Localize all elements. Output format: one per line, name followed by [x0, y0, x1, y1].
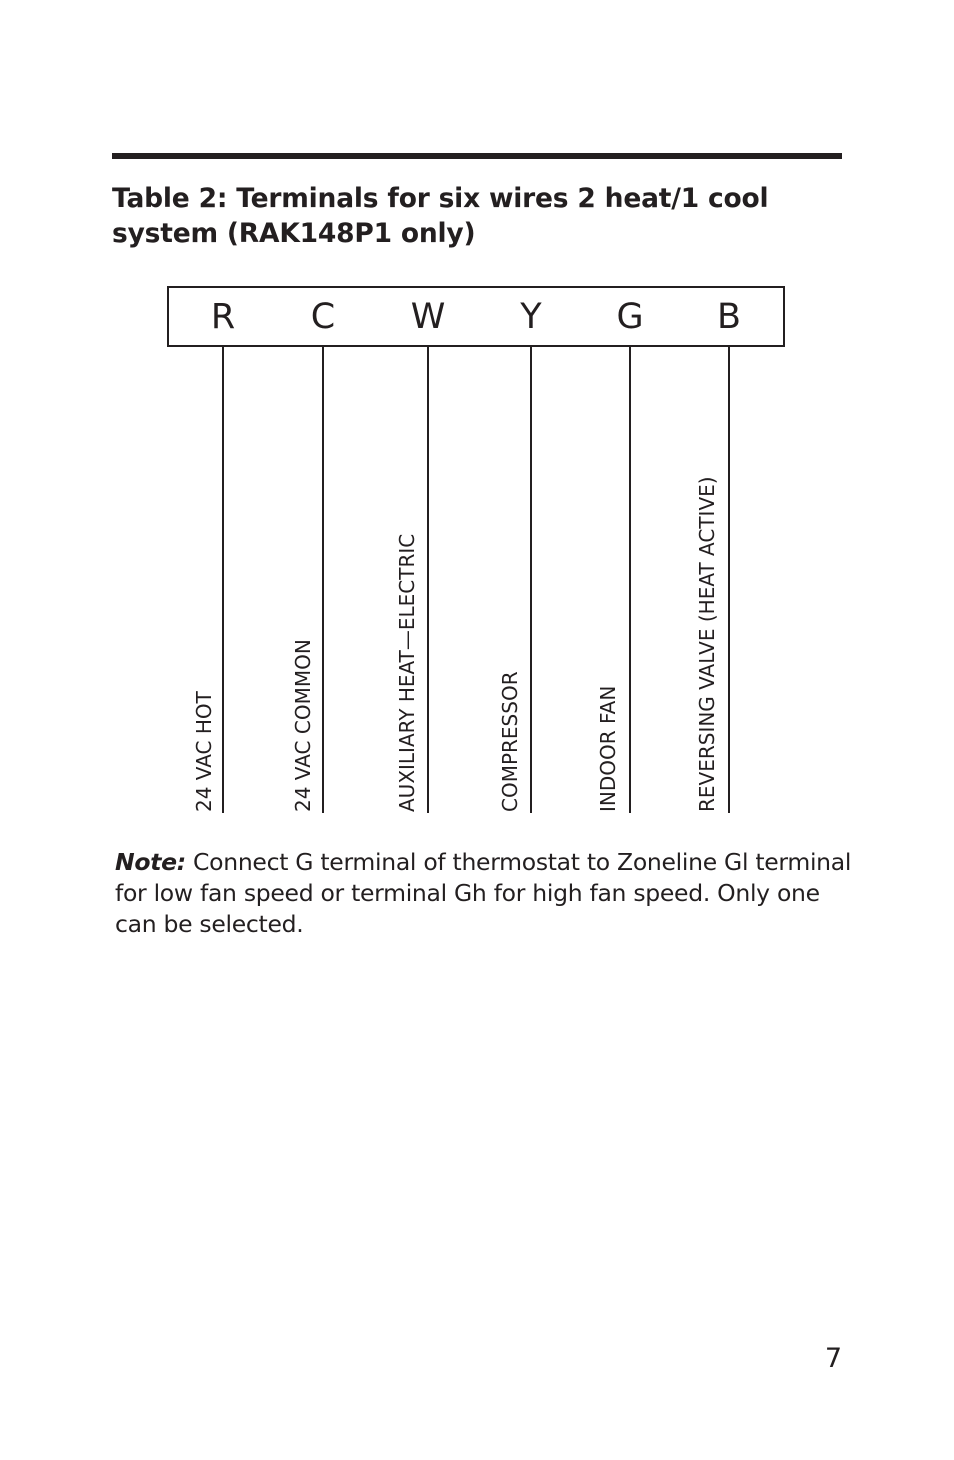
terminal-letter-g: G: [616, 297, 644, 337]
wire-c: [322, 345, 324, 813]
top-rule: [112, 153, 842, 159]
wire-label-b: REVERSING VALVE (HEAT ACTIVE): [695, 476, 719, 812]
wire-label-y: COMPRESSOR: [498, 671, 522, 812]
terminal-letter-c: C: [310, 297, 336, 337]
terminal-letter-r: R: [210, 297, 236, 337]
wire-label-g: INDOOR FAN: [596, 685, 620, 812]
terminal-letter-y: Y: [520, 297, 542, 337]
note-label: Note:: [115, 848, 186, 876]
note-text: Connect G terminal of thermostat to Zoneline Gl terminal for low fan speed or terminal Gh for high fan speed. Only one can be selected.: [115, 848, 852, 938]
wire-label-c: 24 VAC COMMON: [291, 639, 315, 812]
wire-label-w: AUXILIARY HEAT—ELECTRIC: [395, 533, 419, 812]
terminal-letter-w: W: [410, 297, 446, 337]
wire-b: [728, 345, 730, 813]
page-number: 7: [824, 1343, 842, 1374]
wire-label-r: 24 VAC HOT: [192, 691, 216, 812]
wire-g: [629, 345, 631, 813]
wire-y: [530, 345, 532, 813]
terminal-letter-b: B: [716, 297, 741, 337]
wire-w: [427, 345, 429, 813]
note: [115, 847, 855, 940]
wire-r: [222, 345, 224, 813]
terminal-strip-box: [167, 286, 785, 347]
table-title: Table 2: Terminals for six wires 2 heat/1 cool system (RAK148P1 only): [112, 183, 769, 249]
